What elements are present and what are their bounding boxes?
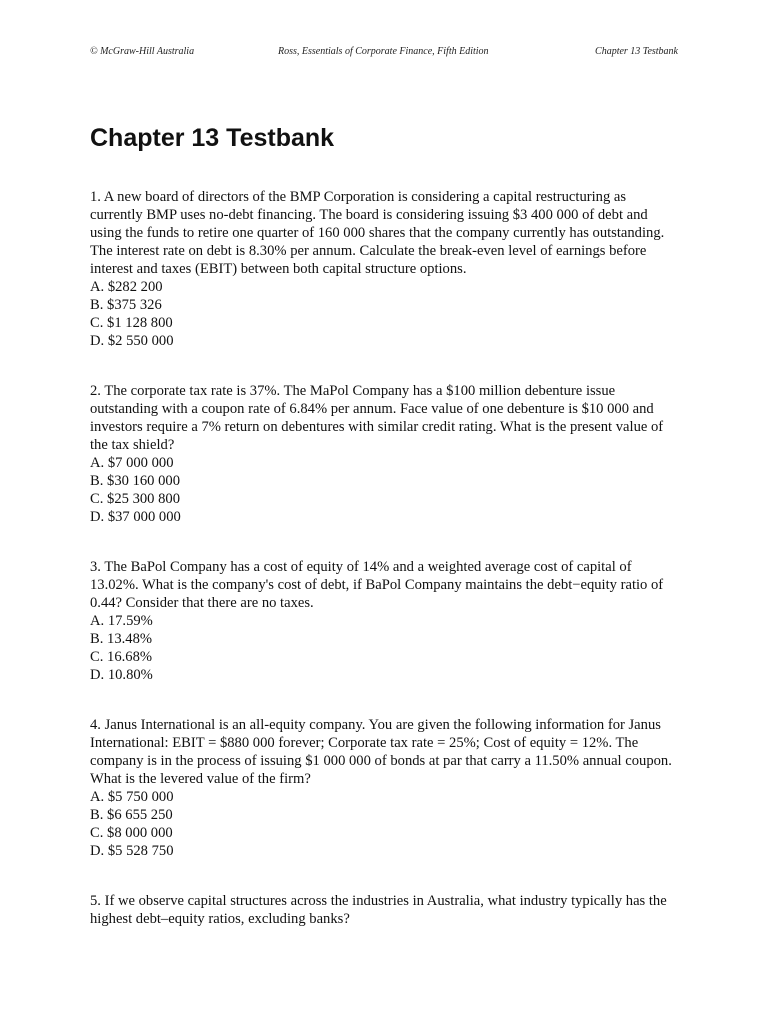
answer-option-b: B. $375 326: [90, 297, 162, 313]
answer-option-a: A. $282 200: [90, 279, 163, 295]
answer-option-c: C. $8 000 000: [90, 825, 173, 841]
answer-option-b: B. $30 160 000: [90, 473, 180, 489]
answer-option-a: A. $7 000 000: [90, 455, 174, 471]
question-text: 2. The corporate tax rate is 37%. The MaPol Company has a $100 million debenture issue outstanding with a coupon rate of 6.84% per annum. Face value of one debenture is $10 000 and investors require a 7% return on debentures with similar credit rating. What is the present value of the tax shield?: [90, 383, 664, 453]
answer-option-a: A. 17.59%: [90, 613, 153, 629]
answer-option-d: D. 10.80%: [90, 667, 153, 683]
answer-option-c: C. $25 300 800: [90, 491, 180, 507]
answer-option-d: D. $37 000 000: [90, 509, 181, 525]
answer-option-d: D. $2 550 000: [90, 333, 174, 349]
page-title: Chapter 13 Testbank: [90, 124, 335, 152]
question-3: [90, 558, 680, 684]
header-book-title: Ross, Essentials of Corporate Finance, Fifth Edition: [278, 46, 489, 57]
answer-option-c: C. 16.68%: [90, 649, 153, 665]
answer-option-b: B. $6 655 250: [90, 807, 173, 823]
answer-option-a: A. $5 750 000: [90, 789, 174, 805]
question-list: [90, 188, 680, 960]
question-2: [90, 382, 680, 526]
question-4: [90, 716, 680, 860]
header-chapter: Chapter 13 Testbank: [595, 46, 678, 57]
question-text: 4. Janus International is an all-equity company. You are given the following information for Janus International: EBIT = $880 000 forever; Corporate tax rate = 25%; Cost of equity = 12%. The company is in the process of issuing $1 000 000 of bonds at par that carry a 11.50% annual coupon. What is the levered value of the firm?: [90, 717, 672, 787]
header-copyright: © McGraw-Hill Australia: [90, 46, 195, 57]
question-text: 1. A new board of directors of the BMP Corporation is considering a capital restructuring as currently BMP uses no-debt financing. The board is considering issuing $3 400 000 of debt and using the funds to retire one quarter of 160 000 shares that the company currently has outstanding. The interest rate on debt is 8.30% per annum. Calculate the break-even level of earnings before interest and taxes (EBIT) between both capital structure options.: [90, 189, 665, 277]
question-5: [90, 892, 680, 928]
question-text: 5. If we observe capital structures across the industries in Australia, what industry typically has the highest debt–equity ratios, excluding banks?: [90, 893, 667, 927]
answer-option-c: C. $1 128 800: [90, 315, 173, 331]
answer-option-b: B. 13.48%: [90, 631, 153, 647]
question-1: [90, 188, 680, 350]
answer-option-d: D. $5 528 750: [90, 843, 174, 859]
question-text: 3. The BaPol Company has a cost of equity of 14% and a weighted average cost of capital of 13.02%. What is the company's cost of debt, if BaPol Company maintains the debt−equity ratio of 0.44? Consider that there are no taxes.: [90, 559, 664, 611]
